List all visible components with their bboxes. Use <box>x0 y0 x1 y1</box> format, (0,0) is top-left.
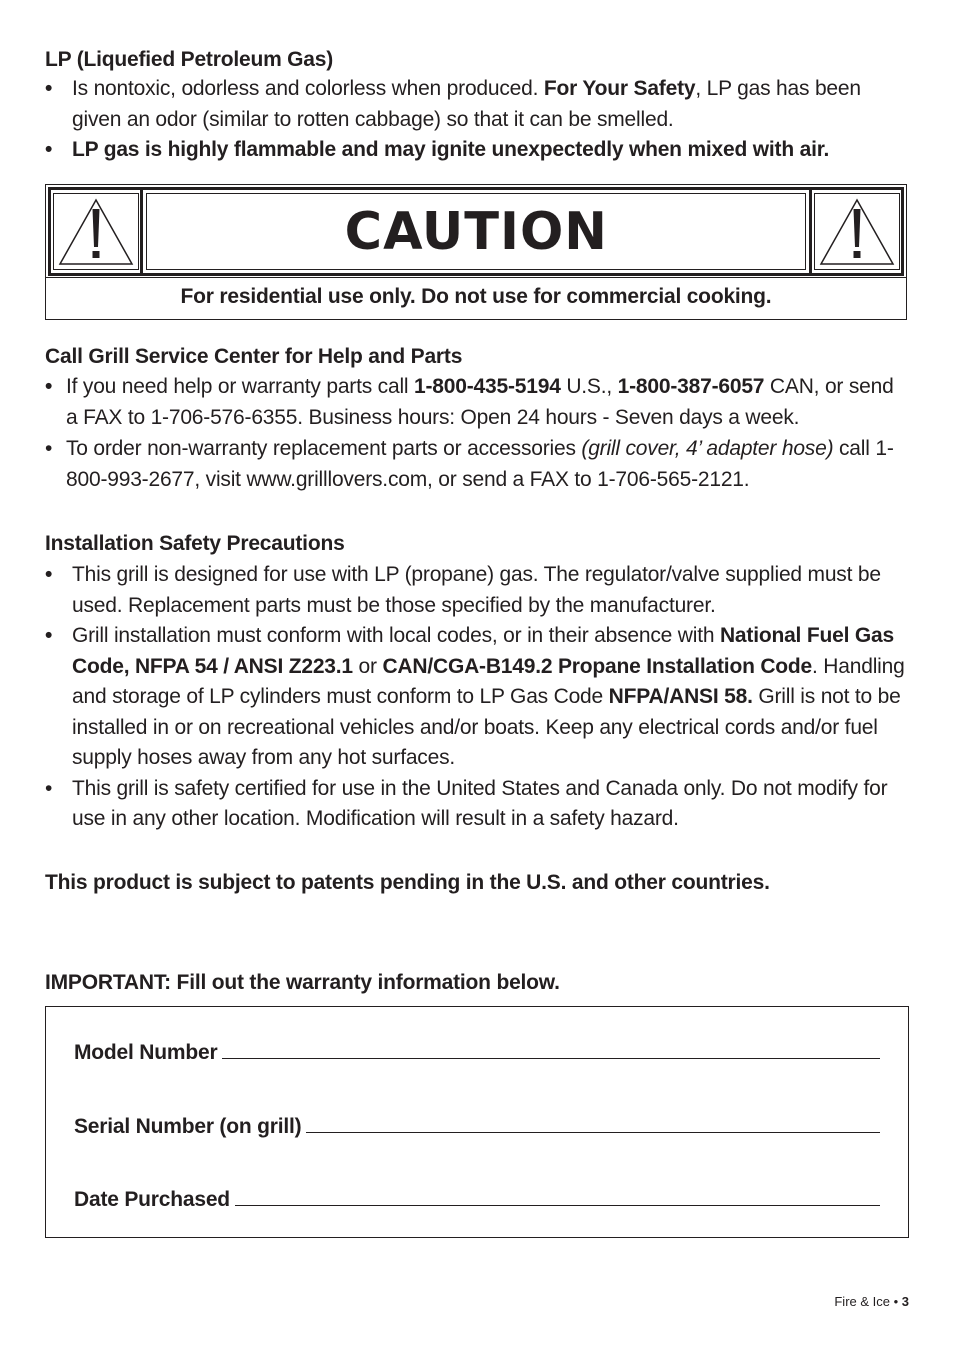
bullet-icon: • <box>45 138 53 161</box>
caution-title: CAUTION <box>344 201 608 262</box>
bullet-icon: • <box>45 375 53 398</box>
serial-number-label: Serial Number (on grill) <box>74 1115 302 1138</box>
caution-header <box>48 187 904 276</box>
date-purchased-label: Date Purchased <box>74 1188 230 1211</box>
service-heading: Call Grill Service Center for Help and Parts <box>45 345 463 368</box>
model-number-input-line[interactable] <box>222 1057 880 1059</box>
list-item: • Is nontoxic, odorless and colorless when produced. For Your Safety, LP gas has been given an odor (similar to rotten cabbage) so that it can be smelled. <box>45 74 909 135</box>
page-footer <box>834 1294 909 1309</box>
list-item: • This grill is safety certified for use in the United States and Canada only. Do not modify for use in any other location. Modification will result in a safety hazard. <box>45 774 909 835</box>
page-number: 3 <box>901 1294 909 1309</box>
bullet-icon: • <box>45 437 53 460</box>
warning-triangle-icon <box>57 197 135 267</box>
bullet-icon: • <box>45 776 53 800</box>
list-item: • This grill is designed for use with LP (propane) gas. The regulator/valve supplied must be used. Replacement parts must be those specified by the manufacturer. <box>45 560 909 621</box>
service-bullets <box>45 372 909 495</box>
warning-triangle-icon <box>818 197 896 267</box>
model-number-field[interactable] <box>74 1041 880 1065</box>
footer-brand: Fire & Ice • <box>834 1294 902 1309</box>
list-item: • To order non-warranty replacement parts or accessories (grill cover, 4’ adapter hose) call 1-800-993-2677, visit www.grilllovers.com, or send a FAX to 1-706-565-2121. <box>45 434 909 495</box>
serial-number-field[interactable] <box>74 1115 880 1139</box>
lp-heading: LP (Liquefied Petroleum Gas) <box>45 48 334 71</box>
date-purchased-input-line[interactable] <box>235 1204 880 1206</box>
bullet-icon: • <box>45 624 53 647</box>
caution-note: For residential use only. Do not use for commercial cooking. <box>180 285 772 308</box>
list-item: • If you need help or warranty parts call 1-800-435-5194 U.S., 1-800-387-6057 CAN, or send a FAX to 1-706-576-6355. Business hours: Open 24 hours - Seven days a week. <box>45 372 909 433</box>
list-item: • LP gas is highly flammable and may ignite unexpectedly when mixed with air. <box>45 135 909 166</box>
install-bullets <box>45 560 909 835</box>
serial-number-input-line[interactable] <box>306 1131 880 1133</box>
divider <box>46 277 906 278</box>
date-purchased-field[interactable] <box>74 1188 880 1212</box>
warranty-form <box>45 1006 909 1238</box>
bullet-icon: • <box>45 77 53 100</box>
install-heading: Installation Safety Precautions <box>45 532 345 555</box>
bullet-icon: • <box>45 563 53 586</box>
caution-box <box>45 184 907 320</box>
model-number-label: Model Number <box>74 1041 218 1064</box>
important-note: IMPORTANT: Fill out the warranty information below. <box>45 971 560 994</box>
lp-bullets <box>45 74 909 166</box>
list-item: • Grill installation must conform with local codes, or in their absence with National Fuel Gas Code, NFPA 54 / ANSI Z223.1 or CAN/CGA-B149.2 Propane Installation Code. Handling and storage of LP cylinders must conform to LP Gas Code NFPA/ANSI 58. Grill is not to be installed in or on recreational vehicles and/or boats. Keep any electrical cords and/or fuel supply hoses away from any hot surfaces. <box>45 621 909 774</box>
patents-note: This product is subject to patents pending in the U.S. and other countries. <box>45 871 770 894</box>
